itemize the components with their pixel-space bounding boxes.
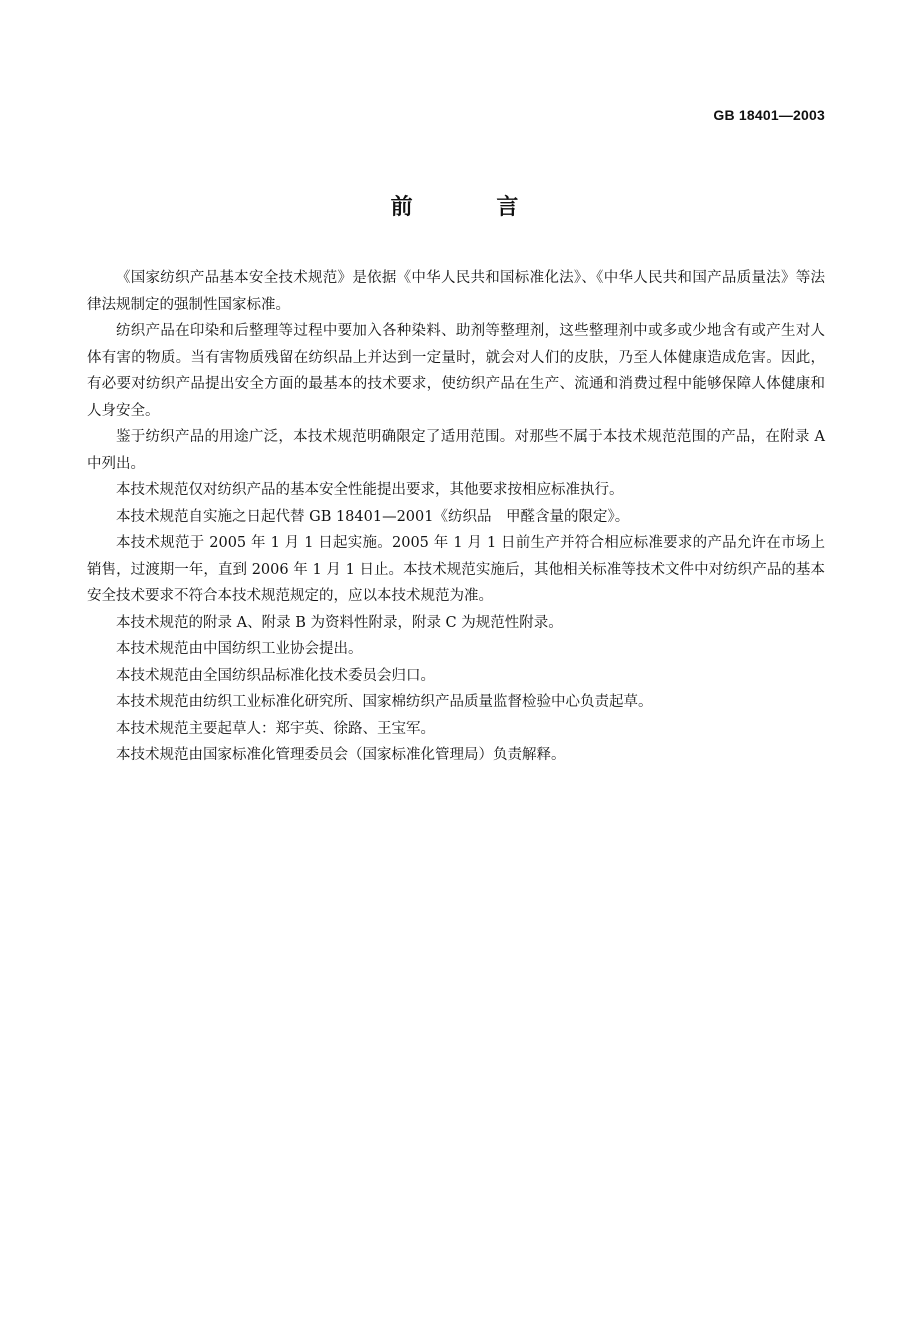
paragraph: 本技术规范仅对纺织产品的基本安全性能提出要求，其他要求按相应标准执行。 bbox=[116, 482, 624, 498]
paragraph: 本技术规范由全国纺织品标准化技术委员会归口。 bbox=[116, 667, 435, 684]
standard-number: GB 18401—2003 bbox=[713, 107, 825, 123]
paragraph: 本技术规范由纺织工业标准化研究所、国家棉纺织产品质量监督检验中心负责起草。 bbox=[116, 694, 653, 710]
paragraph: 本技术规范于 2005 年 1 月 1 日起实施。2005 年 1 月 1 日前生产并符合相应标准要求的产品允许在市场上销售，过渡期一年，直到 2006 年 1 月 1 日止。本技术规范实施后，其他相关标准等技术文件中对纺织产品的基本安全技术要求不符合本技术规范规定的，应以本技术规范为准。 bbox=[87, 535, 825, 604]
page-title: 前 言 bbox=[390, 195, 557, 220]
paragraph: 本技术规范由中国纺织工业协会提出。 bbox=[116, 641, 363, 657]
foreword-body bbox=[87, 265, 825, 769]
paragraph: 本技术规范由国家标准化管理委员会（国家标准化管理局）负责解释。 bbox=[116, 747, 566, 763]
paragraph: 鉴于纺织产品的用途广泛，本技术规范明确限定了适用范围。对那些不属于本技术规范范围的产品，在附录 A 中列出。 bbox=[87, 429, 825, 472]
paragraph: 本技术规范的附录 A、附录 B 为资料性附录，附录 C 为规范性附录。 bbox=[116, 614, 563, 631]
paragraph: 《国家纺织产品基本安全技术规范》是依据《中华人民共和国标准化法》、《中华人民共和国产品质量法》等法律法规制定的强制性国家标准。 bbox=[87, 270, 825, 313]
paragraph: 本技术规范自实施之日起代替 GB 18401—2001《纺织品 甲醛含量的限定》。 bbox=[116, 508, 630, 525]
paragraph: 本技术规范主要起草人：郑宇英、徐路、王宝军。 bbox=[116, 720, 435, 737]
paragraph: 纺织产品在印染和后整理等过程中要加入各种染料、助剂等整理剂，这些整理剂中或多或少地含有或产生对人体有害的物质。当有害物质残留在纺织品上并达到一定量时，就会对人们的皮肤，乃至人体健康造成危害。因此，有必要对纺织产品提出安全方面的最基本的技术要求，使纺织产品在生产、流通和消费过程中能够保障人体健康和人身安全。 bbox=[87, 323, 825, 419]
